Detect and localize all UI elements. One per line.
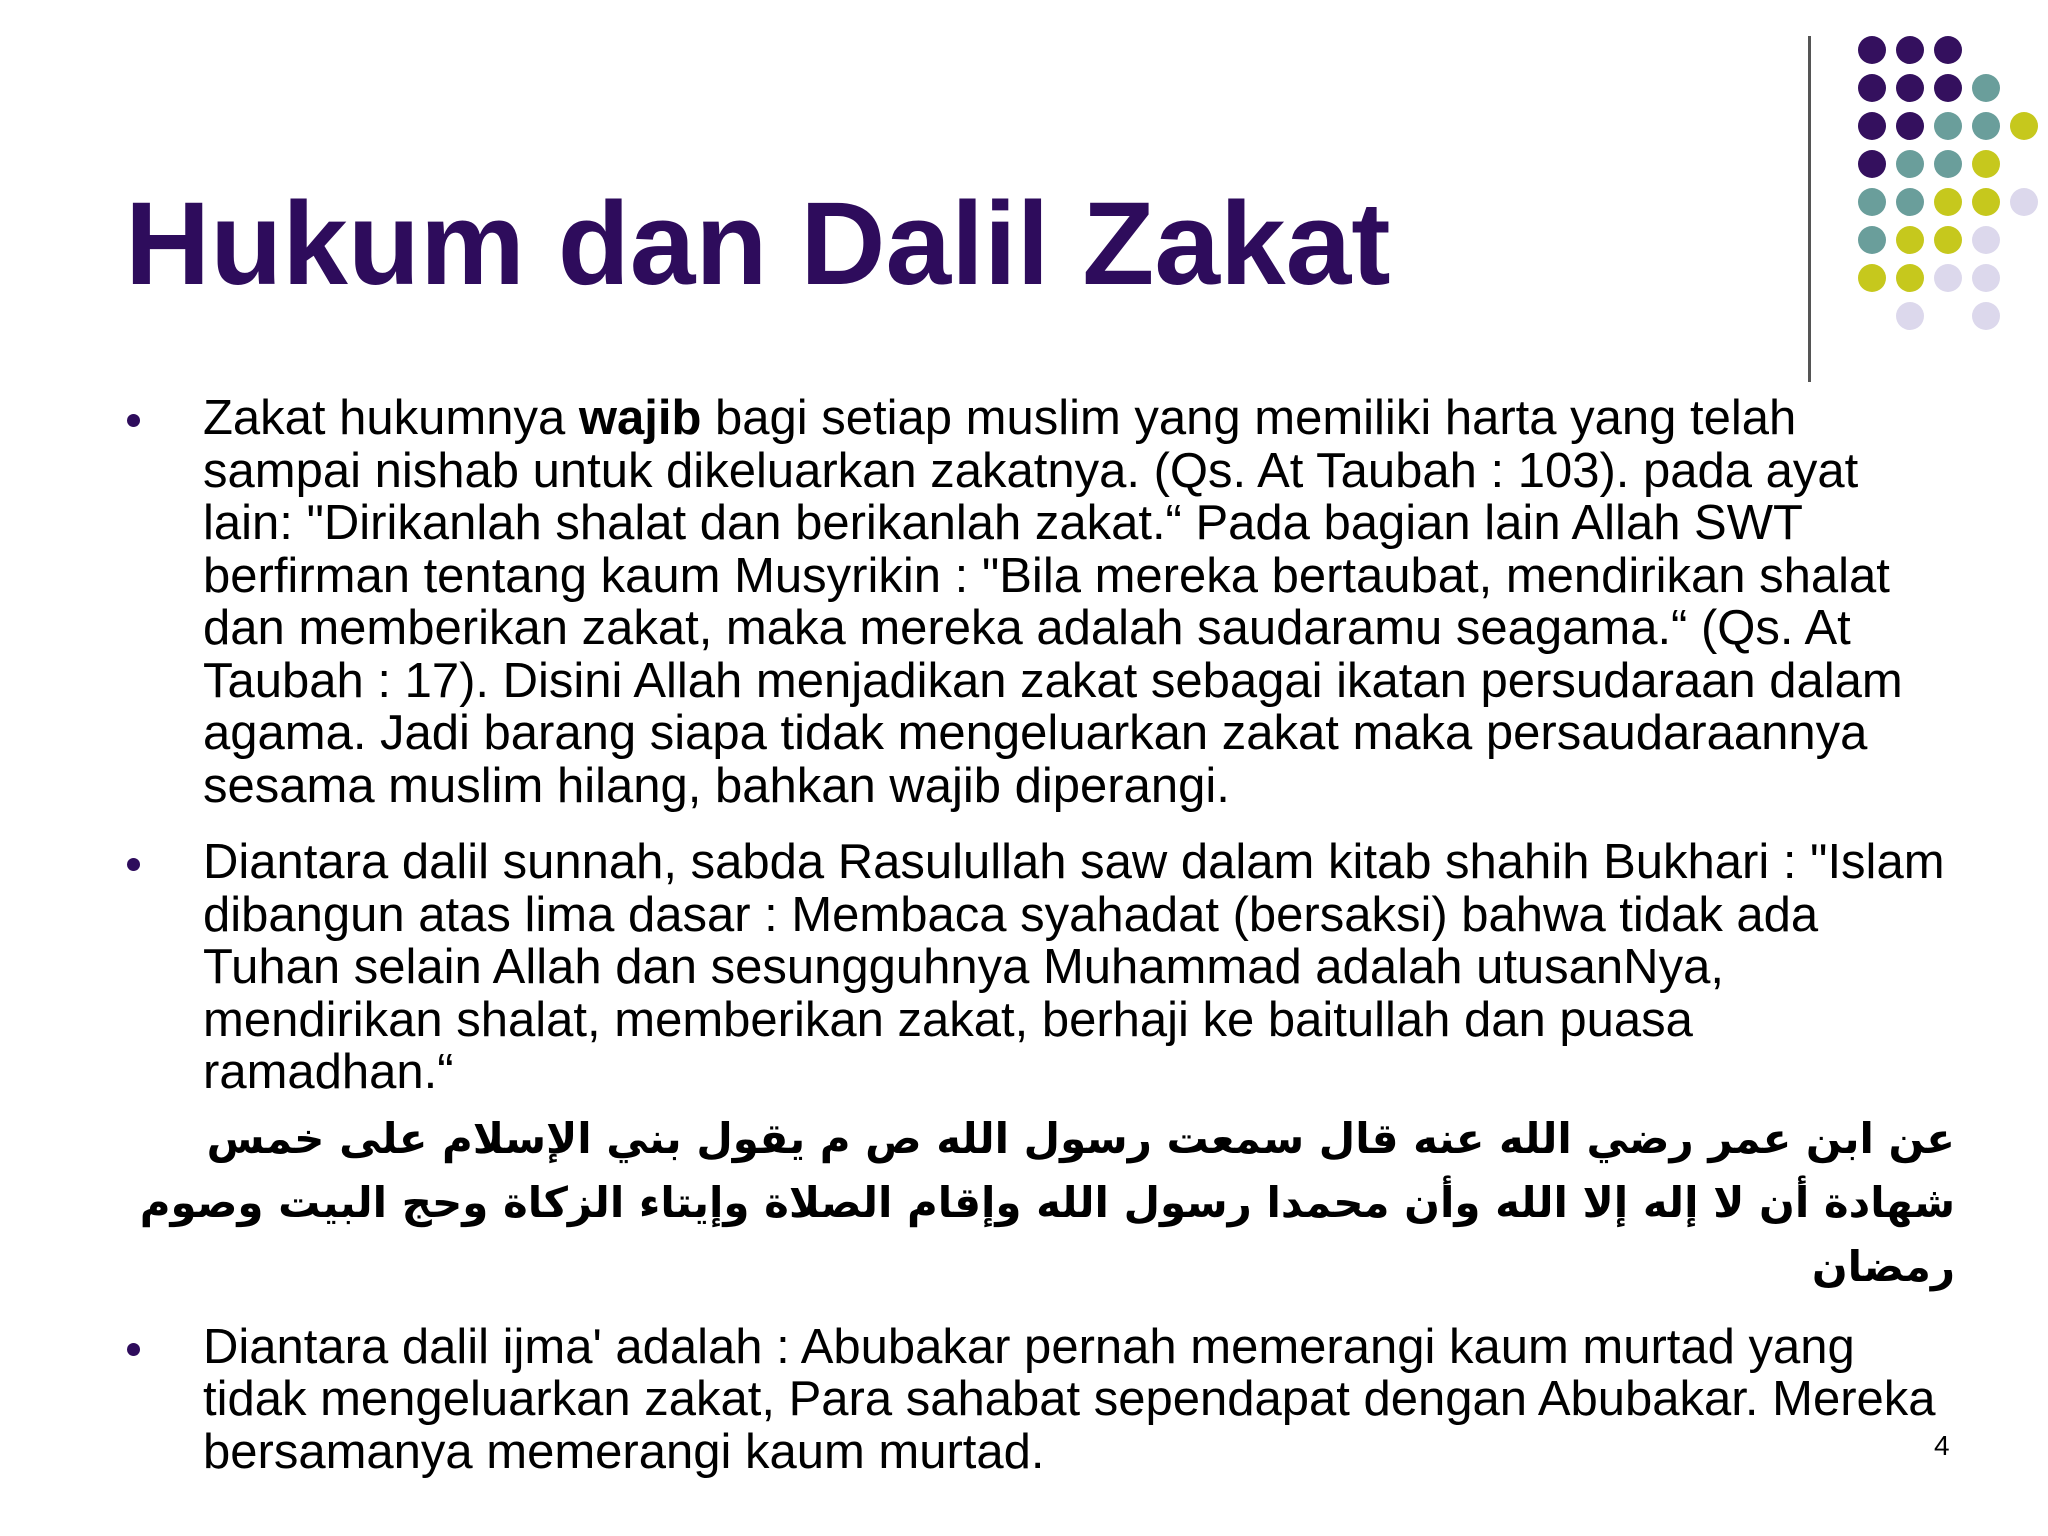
decorative-dot-teal <box>1858 188 1886 216</box>
decorative-dot-lavender <box>1972 302 2000 330</box>
decorative-dot-lavender <box>1972 264 2000 292</box>
decorative-dot-lime <box>1934 226 1962 254</box>
decorative-dot-purple <box>1934 74 1962 102</box>
slide-title: Hukum dan Dalil Zakat <box>125 178 1391 310</box>
arabic-hadith-quote: عن ابن عمر رضي الله عنه قال سمعت رسول الله ص م يقول بني الإسلام على خمس شهادة أن لا إله إلا الله وأن محمدا رسول الله وإقام الصلاة وإيتاء الزكاة وحج البيت وصوم رمضان <box>139 1113 1955 1291</box>
decorative-dot-lime <box>1972 150 2000 178</box>
decorative-dot-lavender <box>2010 188 2038 216</box>
bullet-dot-icon <box>127 858 140 871</box>
page-number: 4 <box>1934 1430 1950 1461</box>
bullet-text-rest: bagi setiap muslim yang memiliki harta yang telah sampai nishab untuk dikeluarkan zakatnya. (Qs. At Taubah : 103). pada ayat lain: "Dirikanlah shalat dan berikanlah zakat.“ Pada bagian lain Allah SWT berfirman tentang kaum Musyrikin : "Bila mereka bertaubat, mendirikan shalat dan memberikan zakat, maka mereka adalah saudaramu seagama.“ (Qs. At Taubah : 17). Disini Allah menjadikan zakat sebagai ikatan persudaraan dalam agama. Jadi barang siapa tidak mengeluarkan zakat maka persaudaraannya sesama muslim hilang, bahkan wajib diperangi. <box>203 391 1903 813</box>
decorative-dot-lime <box>1896 264 1924 292</box>
decorative-dot-purple <box>1896 112 1924 140</box>
bullet-text <box>203 392 1955 812</box>
decorative-dot-lavender <box>1934 264 1962 292</box>
decorative-dot-lime <box>2010 112 2038 140</box>
decorative-dot-purple <box>1858 74 1886 102</box>
bullet-item-zakat-wajib <box>125 392 1955 812</box>
bullet-text: Diantara dalil sunnah, sabda Rasulullah saw dalam kitab shahih Bukhari : "Islam dibangun atas lima dasar : Membaca syahadat (bersaksi) bahwa tidak ada Tuhan selain Allah dan sesungguhnya Muhammad adalah utusanNya, mendirikan shalat, memberikan zakat, berhaji ke baitullah dan puasa ramadhan.“ <box>203 835 1945 1099</box>
arabic-quote-item <box>125 1107 1955 1299</box>
bullet-dot-icon <box>127 1343 140 1356</box>
decorative-dot-teal <box>1972 74 2000 102</box>
decorative-dot-teal <box>1934 112 1962 140</box>
decorative-dot-lime <box>1858 264 1886 292</box>
decorative-dot-purple <box>1934 36 1962 64</box>
decorative-dot-lavender <box>1896 302 1924 330</box>
decorative-dot-lime <box>1934 188 1962 216</box>
decorative-dot-purple <box>1896 74 1924 102</box>
decorative-dot-purple <box>1858 112 1886 140</box>
bullet-text: Diantara dalil ijma' adalah : Abubakar pernah memerangi kaum murtad yang tidak mengeluarkan zakat, Para sahabat sependapat dengan Abubakar. Mereka bersamanya memerangi kaum murtad. <box>203 1319 1936 1479</box>
decorative-dot-teal <box>1896 188 1924 216</box>
decorative-dot-teal <box>1972 112 2000 140</box>
bullet-list <box>125 392 1955 1478</box>
decorative-dot-lime <box>1972 188 2000 216</box>
bullet-item-dalil-ijma <box>125 1321 1955 1479</box>
decorative-dot-teal <box>1934 150 1962 178</box>
bullet-text-intro: Zakat hukumnya <box>203 391 579 445</box>
decorative-dot-purple <box>1858 36 1886 64</box>
bullet-text-bold-wajib: wajib <box>578 391 702 445</box>
bullet-dot-icon <box>127 414 140 427</box>
decorative-dot-purple <box>1896 36 1924 64</box>
bullet-item-dalil-sunnah <box>125 836 1955 1099</box>
decorative-dot-lime <box>1896 226 1924 254</box>
decorative-dot-teal <box>1896 150 1924 178</box>
decorative-dot-purple <box>1858 150 1886 178</box>
decorative-dot-lavender <box>1972 226 2000 254</box>
decorative-dot-teal <box>1858 226 1886 254</box>
decorative-dot-grid <box>0 0 2048 400</box>
